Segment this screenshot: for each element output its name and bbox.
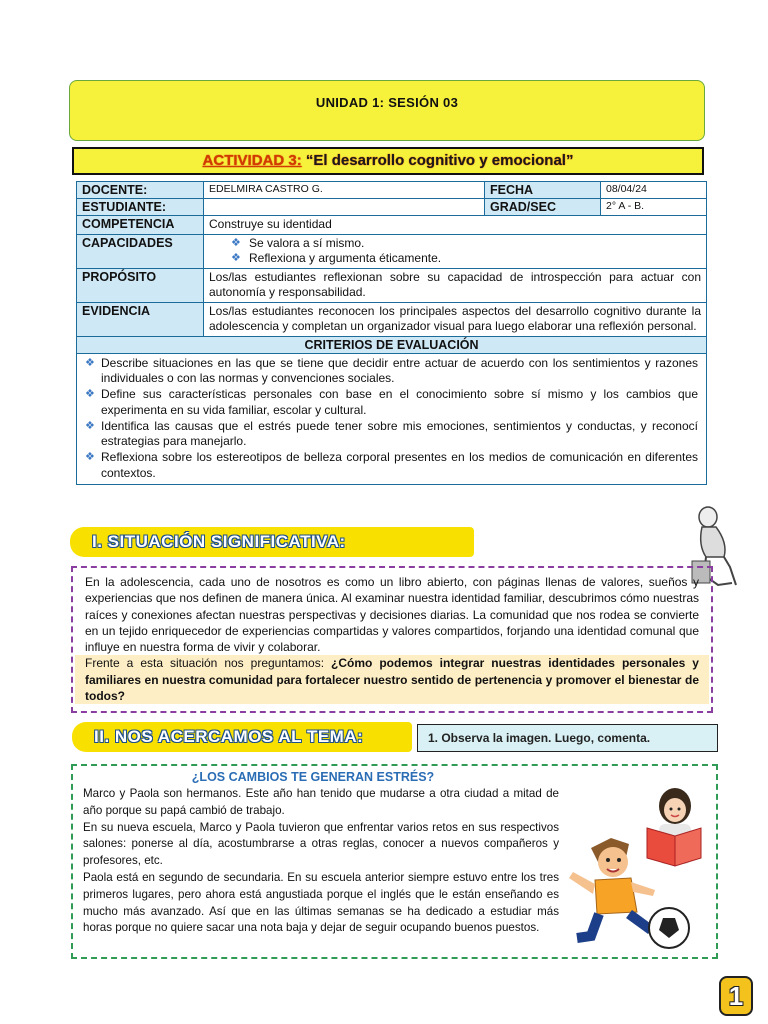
estudiante-value[interactable] [204,199,485,216]
story-box [71,764,718,959]
list-item: ❖ Se valora a sí mismo. [231,235,365,250]
evidencia-label: EVIDENCIA [77,302,204,336]
situation-question [75,655,709,704]
list-item: ❖ Define sus características personales con base en el conocimiento sobre sí mismo y los cambios que experimenta en su vida familiar, escolar y cultural. [85,387,698,417]
boy-soccer-illustration-icon [551,832,711,958]
story-paragraph: Paola está en segundo de secundaria. En su escuela anterior siempre estuvo entre los tres primeros lugares, pero ahora está angustiada porque el inglés que le están enseñando es mucho más avanzado. Así que en las últimas semanas se ha dedicado a estudiar más horas porque no quiere sacar una nota baja y dejar de seguir ocupando buenos puestos. [83,870,559,935]
gradsec-value: 2° A - B. [601,199,707,216]
story-title: ¿LOS CAMBIOS TE GENERAN ESTRÉS? [191,770,435,784]
table-row [77,302,707,336]
diamond-bullet-icon: ❖ [231,252,241,264]
diamond-bullet-icon: ❖ [85,356,95,369]
activity-title [72,147,704,175]
competencia-label: COMPETENCIA [77,216,204,235]
docente-label: DOCENTE: [77,182,204,199]
list-item: ❖ Reflexiona sobre los estereotipos de belleza corporal presentes en los medios de comunicación en diferentes contextos. [85,450,698,481]
competencia-value: Construye su identidad [204,216,707,235]
table-row [77,268,707,302]
question-text: ¿Cómo podemos integrar nuestras identidades personales y familiares en nuestra comunidad para fortalecer nuestro sentido de pertenencia y promover el bienestar de todos? [85,656,699,704]
diamond-bullet-icon: ❖ [85,419,95,432]
activity-name: “El desarrollo cognitivo y emocional” [301,152,574,169]
criterios-list [77,353,707,484]
evidencia-value: Los/las estudiantes reconocen los principales aspectos del desarrollo cognitivo durante la adolescencia y completan un organizador visual para luego elaborar una reflexión personal. [204,302,707,336]
table-row [77,353,707,484]
capacidades-list [204,234,707,268]
story-paragraph: Marco y Paola son hermanos. Este año han tenido que mudarse a otra ciudad a mitad de año porque su papá cambió de trabajo. [83,787,559,817]
instruction-box: 1. Observa la imagen. Luego, comenta. [417,724,718,752]
table-row [77,199,707,216]
situation-box [71,566,713,713]
unit-session-title: UNIDAD 1: SESIÓN 03 [315,95,459,110]
table-row [77,336,707,353]
docente-value: EDELMIRA CASTRO G. [204,182,485,199]
activity-label: ACTIVIDAD 3: [202,152,302,169]
situation-paragraph: En la adolescencia, cada uno de nosotros es como un libro abierto, con páginas llenas de valores, sueños y experiencias que nos definen de manera única. Al examinar nuestra identidad familiar, descubrimos cómo nuestras raíces y conexiones afectan nuestras perspectivas y decisiones diarias. La comunidad que nos rodea se convierte en un tejido enriquecedor de experiencias compartidas y valores compartidos, forjando una identidad comunal que influye en nuestra forma de vivir y colaborar. [85,575,699,655]
section-2-banner: II. NOS ACERCAMOS AL TEMA: [72,722,412,752]
fecha-label: FECHA [485,182,601,199]
story-paragraph: En su nueva escuela, Marco y Paola tuvieron que enfrentar varios retos en sus respectivos salones: ponerse al día, acostumbrarse a otras reglas, conocer a nuevos compañeros y profesores, etc. [83,820,559,868]
proposito-value: Los/las estudiantes reflexionan sobre su capacidad de introspección para actuar con autonomía y responsabilidad. [204,268,707,302]
fecha-value: 08/04/24 [601,182,707,199]
page-number-badge: 1 [719,976,753,1016]
diamond-bullet-icon: ❖ [231,236,241,249]
criterios-header: CRITERIOS DE EVALUACIÓN [77,336,707,353]
header-box [69,80,705,141]
table-row [77,234,707,268]
question-intro: Frente a esta situación nos preguntamos: [85,656,332,671]
diamond-bullet-icon: ❖ [85,451,95,464]
list-item: ❖ Identifica las causas que el estrés puede tener sobre mis emociones, sentimientos y conductas, y reconocí estrategias para manejarlo. [85,418,698,449]
list-item: ❖ Describe situaciones en las que se tiene que decidir entre actuar de acuerdo con los sentimientos y razones individuales o con las normas y convenciones sociales. [85,355,698,386]
capacidades-label: CAPACIDADES [77,234,204,268]
table-row [77,182,707,199]
session-info-table [76,181,707,485]
table-row [77,216,707,235]
story-text [83,786,559,937]
diamond-bullet-icon: ❖ [85,388,95,401]
gradsec-label: GRAD/SEC [485,199,601,216]
section-1-banner: I. SITUACIÓN SIGNIFICATIVA: [70,527,474,557]
list-item: ❖ Reflexiona y argumenta éticamente. [231,251,442,265]
proposito-label: PROPÓSITO [77,268,204,302]
estudiante-label: ESTUDIANTE: [77,199,204,216]
